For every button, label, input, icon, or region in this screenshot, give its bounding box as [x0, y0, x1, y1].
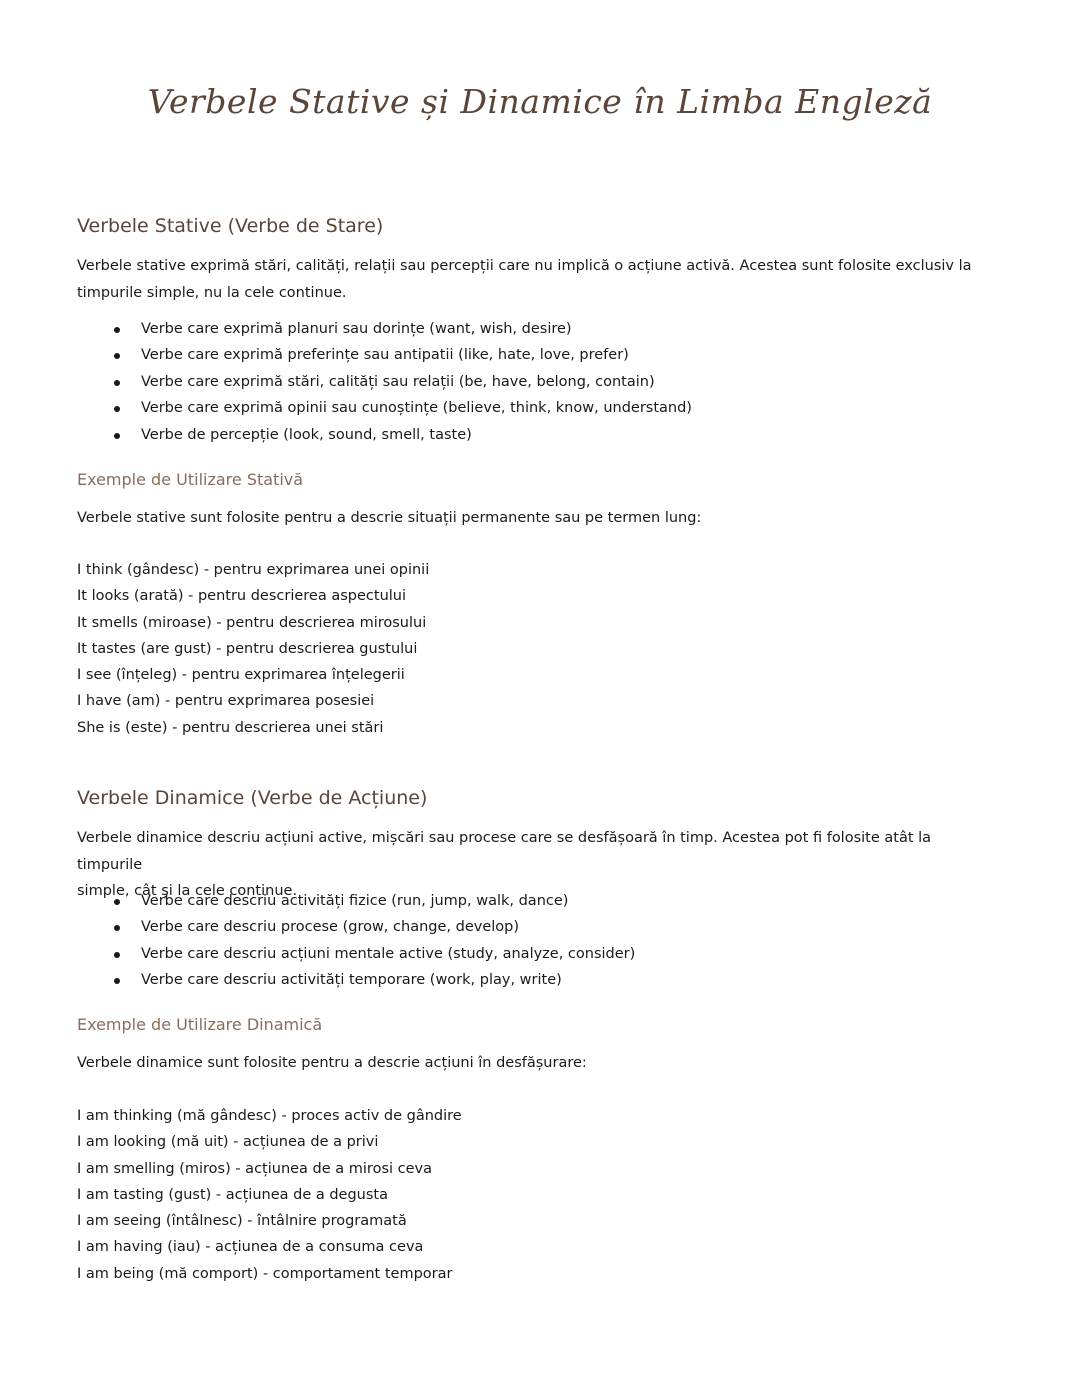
stative-bullet-list	[77, 316, 977, 448]
stative-intro	[77, 253, 977, 306]
dynamic-bullet-list	[77, 888, 977, 994]
example-line: She is (este) - pentru descrierea unei stări	[77, 719, 384, 736]
list-item	[77, 422, 977, 448]
list-item-text: Verbe de percepție (look, sound, smell, taste)	[141, 426, 472, 443]
bullet-dot-icon	[114, 380, 120, 386]
page-title: Verbele Stative și Dinamice în Limba Engleză	[147, 82, 933, 121]
list-item-text: Verbe care exprimă preferințe sau antipatii (like, hate, love, prefer)	[141, 347, 629, 364]
stative-intro-line-1: Verbele stative exprimă stări, calități, relații sau percepții care nu implică o acțiune activă. Acestea sunt folosite exclusiv la	[77, 258, 972, 274]
example-line: I am being (mă comport) - comportament temporar	[77, 1265, 453, 1282]
stative-examples-section	[77, 468, 977, 492]
list-item	[77, 369, 977, 395]
bullet-dot-icon	[114, 978, 120, 984]
dynamic-examples-intro: Verbele dinamice sunt folosite pentru a descrie acțiuni în desfășurare:	[77, 1055, 587, 1071]
list-item-text: Verbe care descriu procese (grow, change, develop)	[141, 919, 519, 936]
list-item	[77, 316, 977, 342]
list-item	[77, 395, 977, 421]
list-item	[77, 967, 977, 993]
example-line: I am looking (mă uit) - acțiunea de a privi	[77, 1134, 379, 1151]
stative-examples-intro-block	[77, 505, 977, 532]
dynamic-examples-list	[77, 1103, 977, 1287]
dynamic-section	[77, 785, 977, 811]
dynamic-examples-section	[77, 1013, 977, 1037]
list-item-text: Verbe care descriu acțiuni mentale active (study, analyze, consider)	[141, 945, 636, 962]
list-item	[77, 914, 977, 940]
stative-examples-heading: Exemple de Utilizare Stativă	[77, 470, 304, 489]
stative-examples-intro: Verbele stative sunt folosite pentru a descrie situații permanente sau pe termen lung:	[77, 510, 702, 526]
dynamic-examples-heading: Exemple de Utilizare Dinamică	[77, 1015, 323, 1034]
bullet-dot-icon	[114, 406, 120, 412]
example-line: I am seeing (întâlnesc) - întâlnire programată	[77, 1213, 407, 1230]
list-item	[77, 342, 977, 368]
list-item-text: Verbe care exprimă opinii sau cunoștințe (believe, think, know, understand)	[141, 400, 692, 417]
stative-intro-line-2: timpurile simple, nu la cele continue.	[77, 284, 347, 301]
list-item	[77, 888, 977, 914]
example-line: I am thinking (mă gândesc) - proces activ de gândire	[77, 1108, 462, 1124]
list-item-text: Verbe care descriu activități fizice (run, jump, walk, dance)	[141, 893, 569, 909]
example-line: I have (am) - pentru exprimarea posesiei	[77, 693, 375, 710]
bullet-dot-icon	[114, 433, 120, 439]
bullet-dot-icon	[114, 899, 120, 905]
stative-section	[77, 213, 977, 239]
example-line: I am smelling (miros) - acțiunea de a mirosi ceva	[77, 1160, 432, 1177]
dynamic-examples-intro-block	[77, 1050, 977, 1077]
bullet-dot-icon	[114, 353, 120, 359]
list-item-text: Verbe care exprimă stări, calități sau relații (be, have, belong, contain)	[141, 373, 655, 390]
bullet-dot-icon	[114, 952, 120, 958]
bullet-dot-icon	[114, 925, 120, 931]
dynamic-intro-line-2: simple, cât și la cele continue.	[77, 883, 298, 899]
bullet-dot-icon	[114, 327, 120, 333]
example-line: I am tasting (gust) - acțiunea de a degusta	[77, 1186, 388, 1203]
example-line: I see (înțeleg) - pentru exprimarea înțelegerii	[77, 667, 405, 684]
example-line: It smells (miroase) - pentru descrierea mirosului	[77, 614, 427, 631]
example-line: It tastes (are gust) - pentru descrierea gustului	[77, 640, 418, 657]
stative-examples-list	[77, 557, 977, 741]
dynamic-heading: Verbele Dinamice (Verbe de Acțiune)	[77, 787, 428, 809]
list-item	[77, 941, 977, 967]
example-line: It looks (arată) - pentru descrierea aspectului	[77, 588, 407, 605]
example-line: I am having (iau) - acțiunea de a consuma ceva	[77, 1239, 424, 1256]
example-line: I think (gândesc) - pentru exprimarea unei opinii	[77, 562, 430, 578]
stative-heading: Verbele Stative (Verbe de Stare)	[77, 215, 384, 237]
dynamic-intro-line-1: Verbele dinamice descriu acțiuni active, mișcări sau procese care se desfășoară în timp. Acestea pot fi folosite atât la timpurile	[77, 830, 932, 873]
list-item-text: Verbe care descriu activități temporare (work, play, write)	[141, 972, 562, 989]
list-item-text: Verbe care exprimă planuri sau dorințe (want, wish, desire)	[141, 321, 572, 337]
